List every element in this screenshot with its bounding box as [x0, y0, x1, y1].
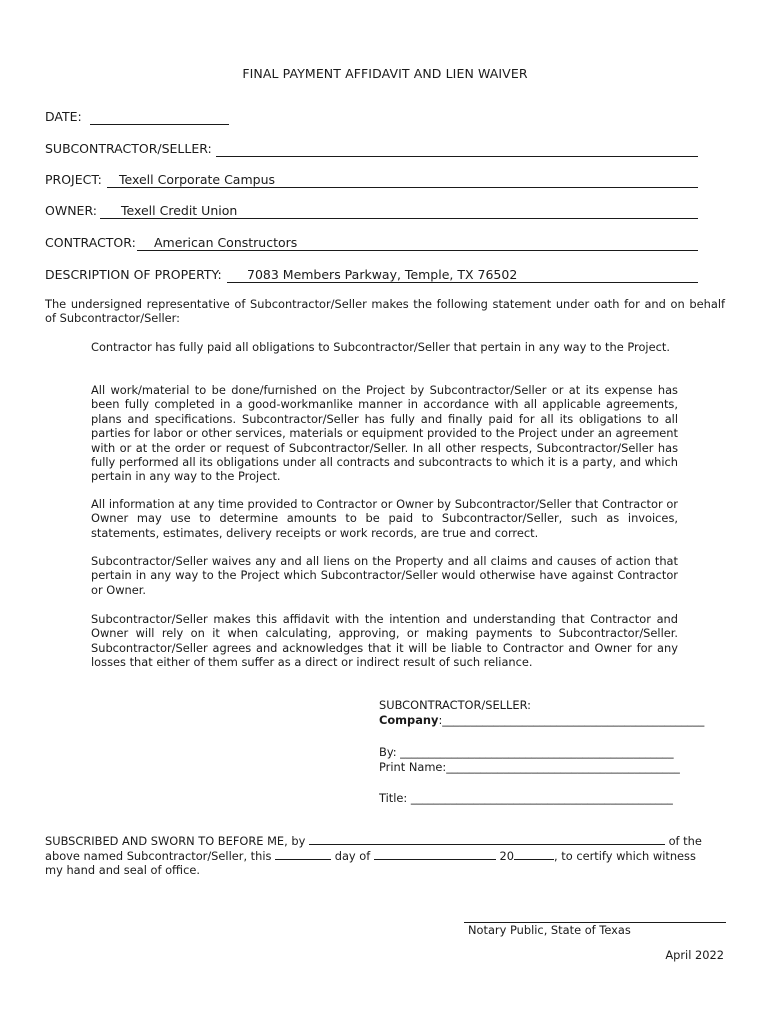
company-blank[interactable]: :______________________________________________ — [438, 712, 705, 727]
sworn-text: SUBSCRIBED AND SWORN TO BEFORE ME, by — [45, 834, 306, 848]
sworn-line-3: my hand and seal of office. — [45, 863, 200, 878]
sworn-year-blank[interactable] — [514, 849, 554, 860]
subcontractor-label: SUBCONTRACTOR/SELLER: — [45, 141, 212, 156]
signature-heading: SUBCONTRACTOR/SELLER: — [379, 698, 531, 712]
sworn-text: above named Subcontractor/Seller, this — [45, 848, 272, 863]
intro-paragraph: The undersigned representative of Subcontractor/Seller makes the following statement under oath for and on behalf of Subcontractor/Seller: — [45, 297, 725, 326]
contractor-value: American Constructors — [154, 235, 298, 250]
by-field[interactable]: By: ________________________________________________ — [379, 745, 674, 759]
statement-paragraph: Subcontractor/Seller waives any and all liens on the Property and all claims and causes of action that pertain in any way to the Project which Subcontractor/Seller would otherwise have against Contractor or Owner. — [91, 554, 678, 597]
subcontractor-blank-line[interactable] — [216, 156, 698, 157]
signature-block — [379, 698, 725, 727]
revision-date: April 2022 — [665, 948, 724, 962]
contractor-label: CONTRACTOR: — [45, 235, 136, 250]
property-field — [45, 264, 698, 284]
sworn-month-blank[interactable] — [374, 849, 496, 860]
sworn-statement — [45, 834, 725, 878]
statement-paragraph: Contractor has fully paid all obligations to Subcontractor/Seller that pertain in any way to the Project. — [91, 340, 670, 354]
company-label: Company — [379, 712, 439, 727]
property-label: DESCRIPTION OF PROPERTY: — [45, 267, 222, 282]
sworn-text: of the — [668, 834, 702, 848]
contractor-field — [45, 232, 698, 252]
sworn-text: , to certify which witness — [554, 848, 696, 863]
sworn-text: 20 — [499, 848, 515, 863]
title-field[interactable]: Title: ______________________________________________ — [379, 791, 673, 805]
project-field — [45, 169, 698, 189]
statement-paragraph: All information at any time provided to Contractor or Owner by Subcontractor/Seller that Contractor or Owner may use to determine amounts to be paid to Subcontractor/Seller, such as invoices, statements, estimates, delivery receipts or work records, are true and correct. — [91, 497, 678, 540]
project-label: PROJECT: — [45, 172, 102, 187]
owner-field — [45, 200, 698, 220]
subcontractor-field — [45, 138, 698, 158]
sworn-line-1 — [45, 834, 725, 849]
sworn-line-2 — [45, 849, 725, 864]
owner-label: OWNER: — [45, 203, 97, 218]
sworn-day-blank[interactable] — [275, 849, 331, 860]
document-title: FINAL PAYMENT AFFIDAVIT AND LIEN WAIVER — [242, 66, 528, 81]
statement-paragraph: Subcontractor/Seller makes this affidavit with the intention and understanding that Contractor and Owner will rely on it when calculating, approving, or making payments to Subcontractor/Seller. Subcontractor/Seller agrees and acknowledges that it will be liable to Contractor and Owner for any losses that either of them suffer as a direct or indirect result of such reliance. — [91, 612, 678, 670]
owner-blank-line[interactable] — [100, 218, 698, 219]
project-value: Texell Corporate Campus — [119, 172, 275, 187]
owner-value: Texell Credit Union — [121, 203, 238, 218]
sworn-by-blank[interactable] — [309, 834, 665, 845]
property-value: 7083 Members Parkway, Temple, TX 76502 — [247, 267, 518, 282]
project-blank-line[interactable] — [107, 187, 698, 188]
date-field — [45, 106, 229, 126]
contractor-blank-line[interactable] — [137, 250, 698, 251]
sworn-text: day of — [334, 848, 371, 863]
print-name-field[interactable]: Print Name:_________________________________________ — [379, 759, 680, 774]
company-row[interactable] — [379, 713, 725, 728]
date-blank-line[interactable] — [90, 124, 229, 125]
signature-block-names — [379, 745, 725, 774]
signature-block-title — [379, 791, 725, 806]
statement-paragraph: All work/material to be done/furnished on the Project by Subcontractor/Seller or at its expense has been fully completed in a good-workmanlike manner in accordance with all applicable agreements, plans and specifications. Subcontractor/Seller has fully and finally paid for all its obligations to all parties for labor or other services, materials or equipment provided to the Project under an agreement with or at the order or request of Subcontractor/Seller. In all other respects, Subcontractor/Seller has fully performed all its obligations under all contracts and subcontracts to which it is a party, and which pertain in any way to the Project. — [91, 383, 678, 484]
date-label: DATE: — [45, 109, 82, 124]
notary-label: Notary Public, State of Texas — [468, 923, 631, 937]
property-blank-line[interactable] — [227, 282, 698, 283]
